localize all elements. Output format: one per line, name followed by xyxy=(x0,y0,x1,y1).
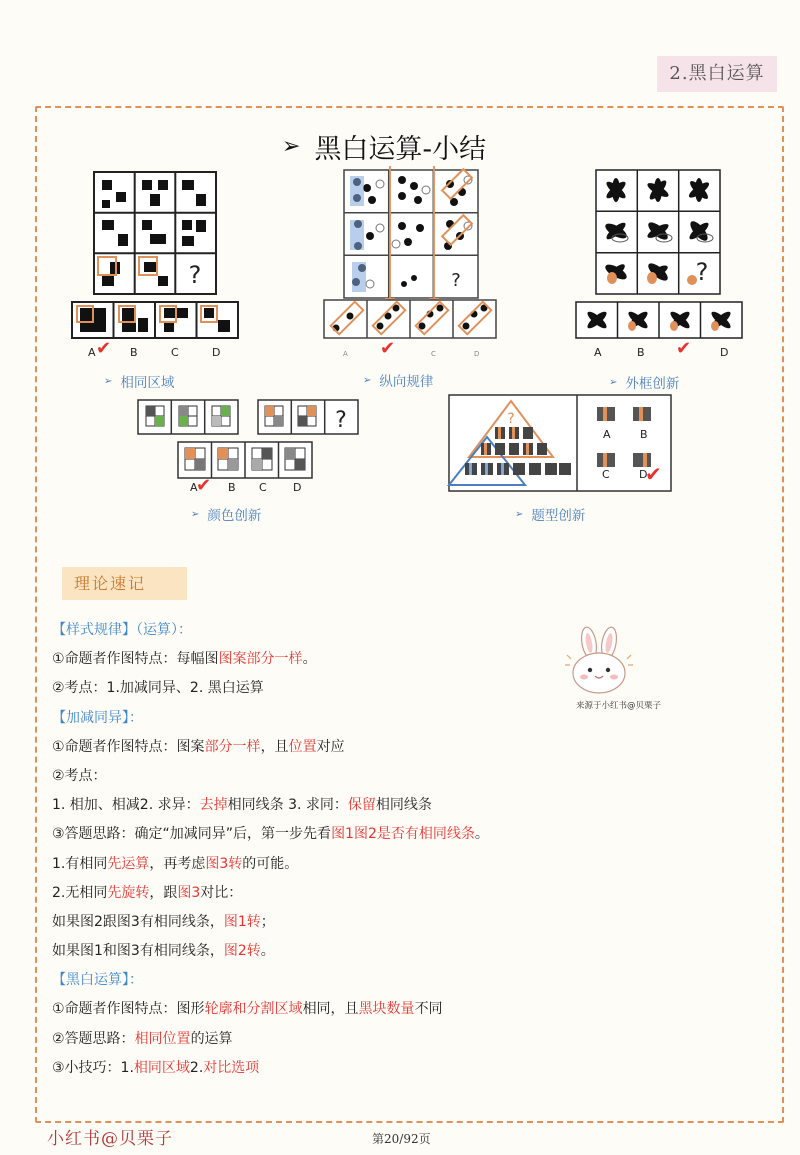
figure-color-innovation-graphic xyxy=(134,398,364,482)
caption-type-innovation xyxy=(515,504,585,524)
check-mark-icon: ✔ xyxy=(645,462,662,486)
caption-text: 外框创新 xyxy=(625,376,680,392)
footer-brand: 小红书@贝栗子 xyxy=(47,1129,173,1149)
note-line: ②考点： xyxy=(52,767,107,784)
option-label: A xyxy=(190,481,198,494)
caption-frame-innovation xyxy=(609,372,679,392)
caption-text: 相同区域 xyxy=(120,375,175,391)
caption-text: 纵向规律 xyxy=(379,374,434,390)
figure-vertical-rule xyxy=(322,166,498,344)
option-label: D xyxy=(474,350,480,358)
caption-vertical-rule xyxy=(363,370,433,390)
caption-marker-icon: ➢ xyxy=(363,374,372,386)
option-label: A xyxy=(594,346,602,359)
note-line: 如果图2跟图3有相同线条，图1转； xyxy=(52,913,275,930)
caption-marker-icon: ➢ xyxy=(609,376,618,388)
option-label: D xyxy=(639,468,648,481)
caption-color-innovation xyxy=(191,504,261,524)
caption-text: 颜色创新 xyxy=(207,508,262,524)
question-mark: ? xyxy=(451,270,461,291)
title-arrow-icon: ➢ xyxy=(282,133,301,159)
note-line: 如果图1和图3有相同线条，图2转。 xyxy=(52,943,275,960)
note-line: ②考点：1.加减同异、2. 黑白运算 xyxy=(52,680,264,697)
bunny-mascot-icon xyxy=(555,625,643,701)
theory-notes xyxy=(52,616,612,1083)
figure-frame-innovation-graphic xyxy=(572,166,746,342)
figure-vertical-rule-graphic xyxy=(322,166,498,344)
caption-text: 题型创新 xyxy=(531,508,586,524)
note-line: ①命题者作图特点：图案部分一样，且位置对应 xyxy=(52,738,345,755)
option-label: D xyxy=(293,481,302,494)
question-mark: ? xyxy=(188,261,202,289)
note-line: ②答题思路：相同位置的运算 xyxy=(52,1030,233,1047)
note-line: 2.无相同先旋转，跟图3对比： xyxy=(52,884,243,901)
option-label: C xyxy=(259,481,267,494)
bunny-caption: 来源于小红书@贝栗子 xyxy=(576,701,662,711)
option-label: B xyxy=(637,346,645,359)
check-mark-icon: ✔ xyxy=(96,338,112,359)
option-label: A xyxy=(88,346,96,359)
section-tag: 2.黑白运算 xyxy=(657,56,777,92)
section-heading: 【加减同异】： xyxy=(52,709,143,726)
figure-color-innovation xyxy=(134,398,364,482)
figure-same-region xyxy=(70,170,240,342)
note-line: 1. 相加、相减2. 求异：去掉相同线条 3. 求同：保留相同线条 xyxy=(52,797,432,814)
option-label: D xyxy=(720,346,729,359)
option-label: A xyxy=(603,428,611,441)
option-label: B xyxy=(228,481,236,494)
page-title xyxy=(282,128,486,164)
check-mark-icon: ✔ xyxy=(380,338,396,359)
question-mark: ? xyxy=(335,408,347,433)
option-label: A xyxy=(343,350,348,358)
note-line: ①命题者作图特点：每幅图图案部分一样。 xyxy=(52,651,317,668)
figure-frame-innovation xyxy=(572,166,746,342)
page-number: 第20/92页 xyxy=(372,1132,431,1146)
note-line: ③小技巧：1.相同区域2.对比选项 xyxy=(52,1059,260,1076)
option-label: B xyxy=(130,346,138,359)
question-mark: ? xyxy=(695,258,709,286)
caption-marker-icon: ➢ xyxy=(191,508,200,520)
option-label: C xyxy=(171,346,179,359)
check-mark-icon: ✔ xyxy=(676,338,692,359)
note-line: ③答题思路：确定“加减同异”后，第一步先看图1图2是否有相同线条。 xyxy=(52,826,489,843)
caption-same-region xyxy=(104,371,174,391)
theory-badge: 理论速记 xyxy=(62,567,187,600)
caption-marker-icon: ➢ xyxy=(104,375,113,387)
note-line: ①命题者作图特点：图形轮廓和分割区域相同，且黑块数量不同 xyxy=(52,1001,443,1018)
title-text: 黑白运算-小结 xyxy=(314,133,487,165)
figure-same-region-graphic xyxy=(70,170,240,342)
option-label: B xyxy=(640,428,648,441)
section-heading: 【样式规律】（运算）： xyxy=(52,622,192,638)
svg-text:?: ? xyxy=(507,411,515,427)
caption-marker-icon: ➢ xyxy=(515,508,524,520)
option-label: C xyxy=(431,350,436,358)
option-label: C xyxy=(602,468,610,481)
note-line: 1.有相同先运算，再考虑图3转的可能。 xyxy=(52,855,299,872)
option-label: D xyxy=(212,346,221,359)
section-heading: 【黑白运算】： xyxy=(52,972,143,989)
check-mark-icon: ✔ xyxy=(196,475,212,496)
